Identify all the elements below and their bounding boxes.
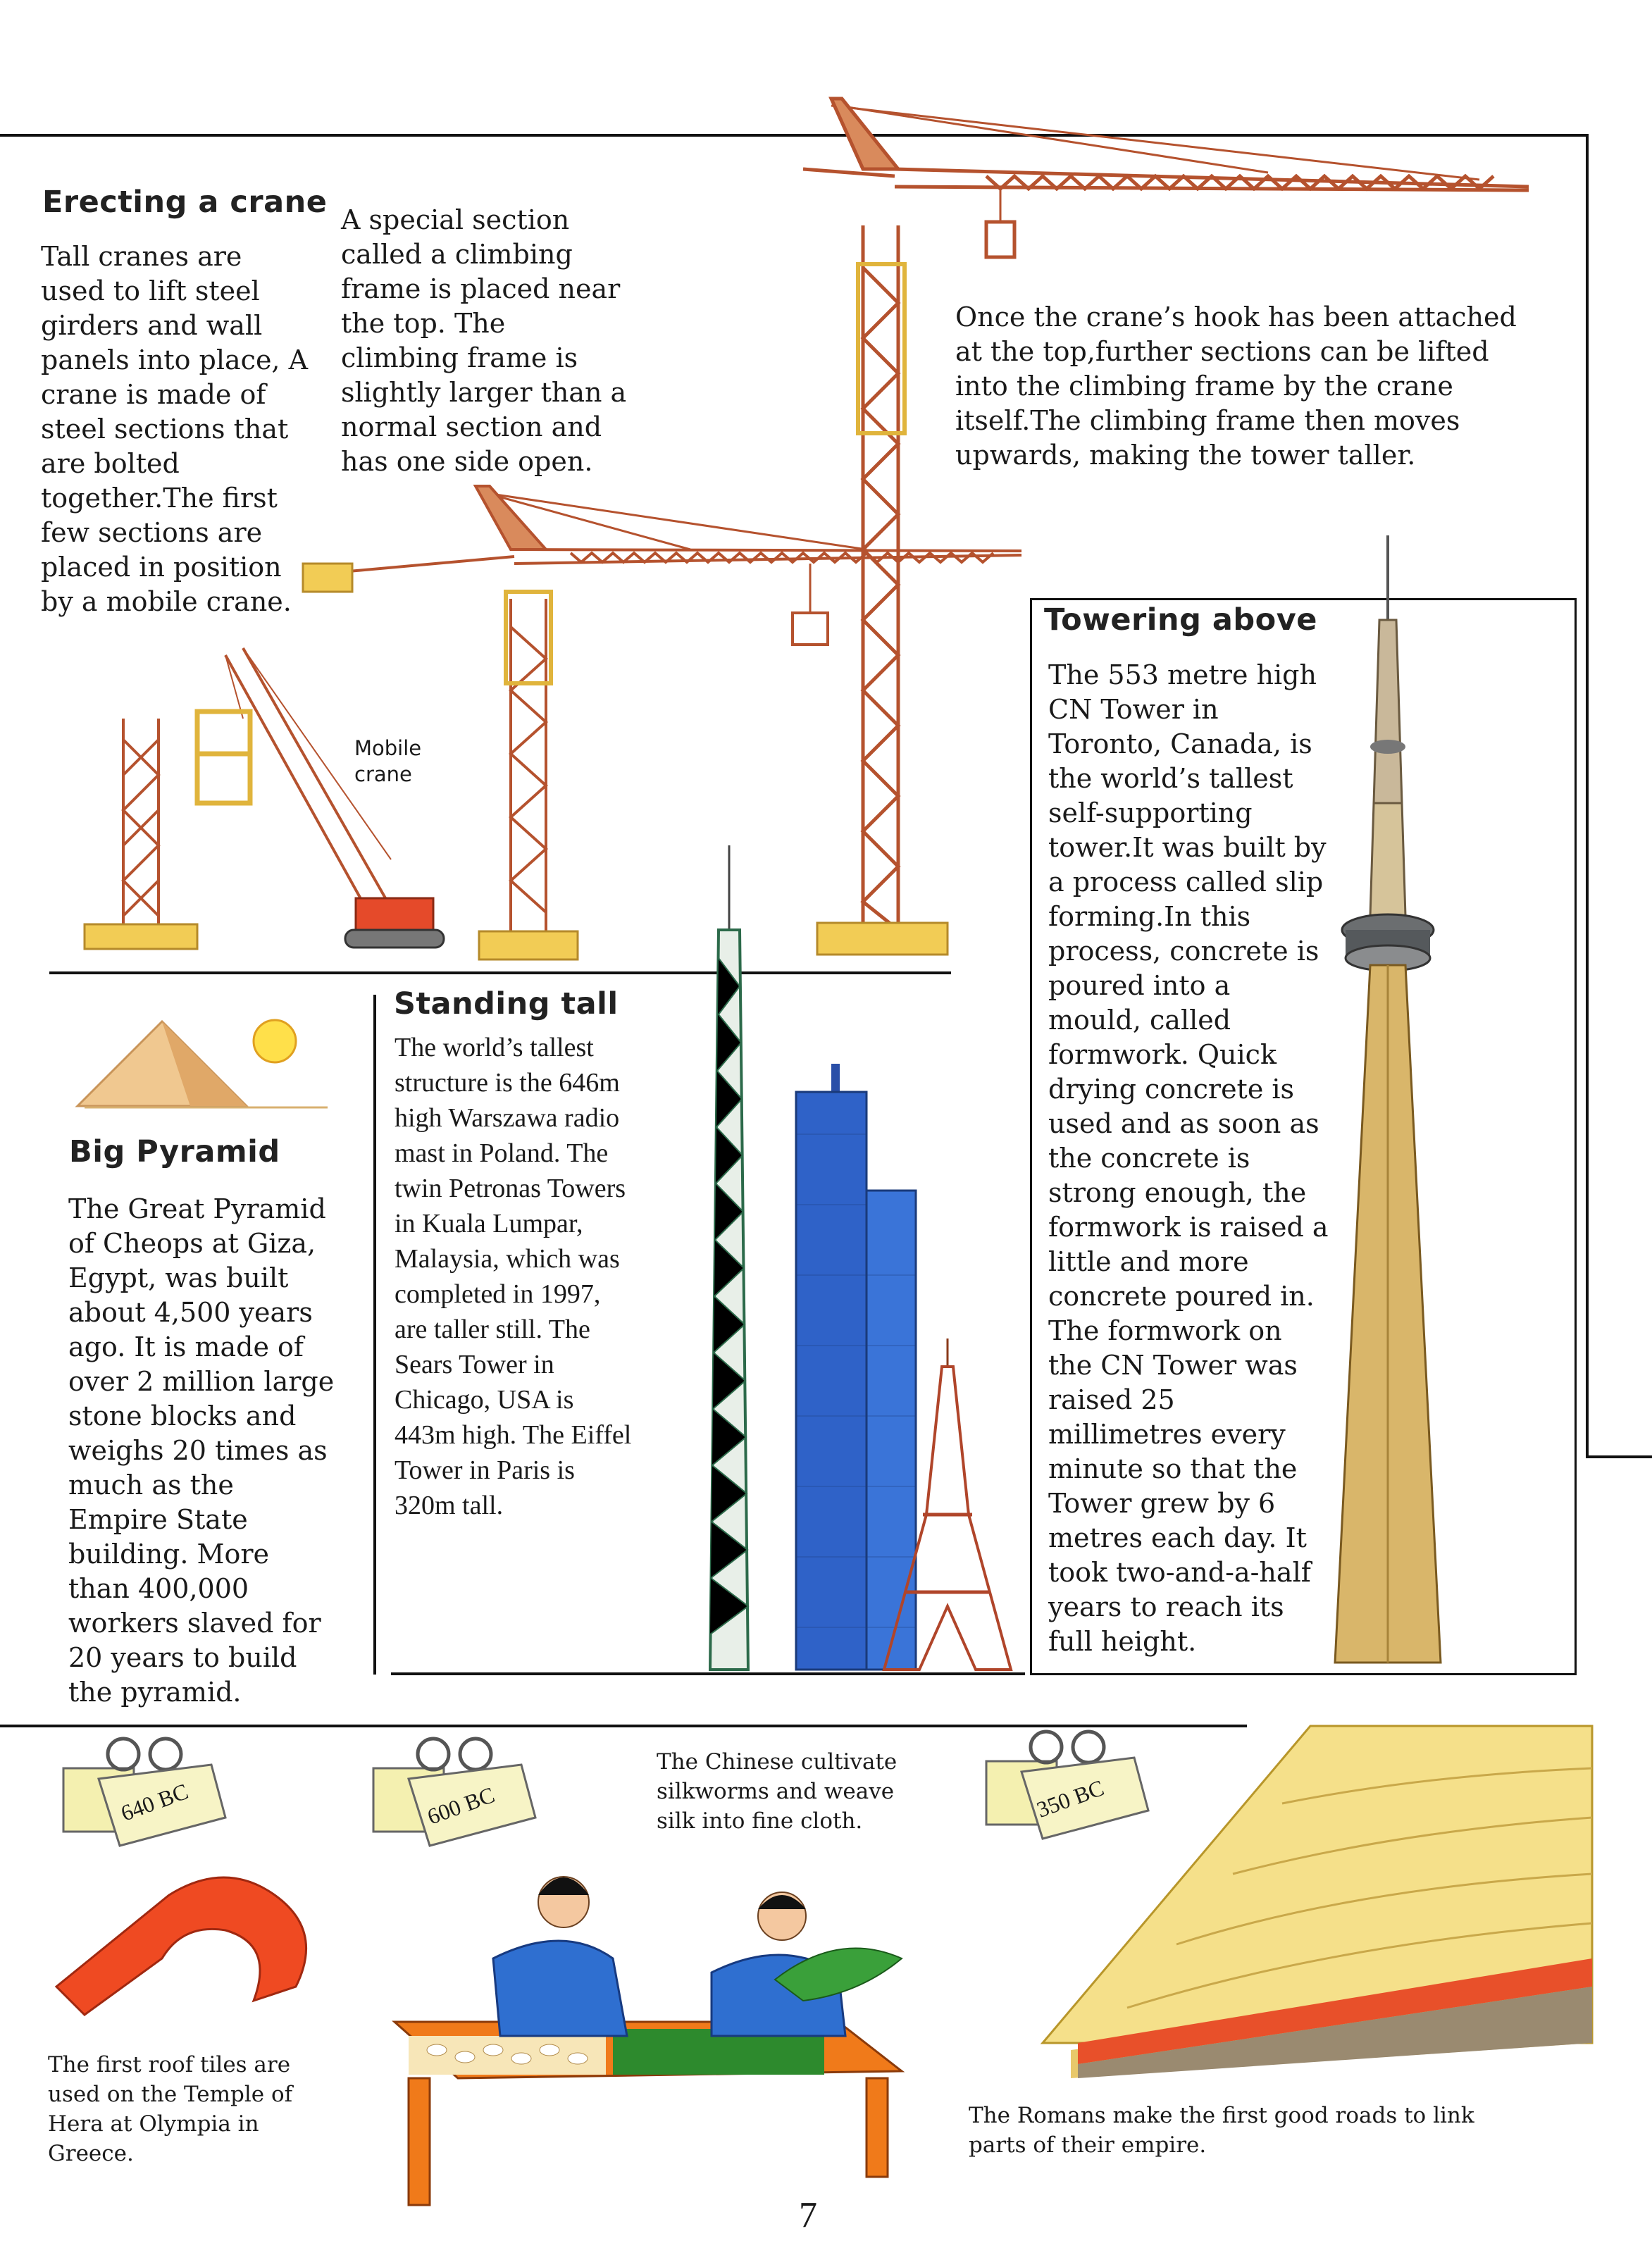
crane-intro-text: Tall cranes are used to lift steel girders and wall panels into place, A crane is made of steel sections that are bolted together.The first few sections are placed in position by a mobile crane.	[41, 241, 309, 617]
roman-road-illustration	[1014, 1712, 1592, 2078]
cn-tower-illustration	[1296, 535, 1479, 1670]
mobile-crane-body	[345, 898, 444, 948]
mobile-crane-label-line2: crane	[354, 762, 412, 786]
towering-heading: Towering above	[1044, 602, 1317, 638]
standing-heading: Standing tall	[394, 986, 619, 1021]
roof-tiles-caption: The first roof tiles are used on the Temple of Hera at Olympia in Greece.	[48, 2052, 293, 2166]
standing-left-line	[373, 995, 376, 1675]
mobile-crane-label-line1: Mobile	[354, 736, 422, 760]
hook-text: Once the crane’s hook has been attached at the top,further sections can be lifted into the climbing frame by the crane itself.The climbing frame then moves upwards, making the tower taller.	[955, 302, 1517, 471]
date-600bc: 600 BC	[423, 1782, 498, 1830]
mobile-crane-illustration	[77, 634, 472, 958]
climbing-frame-text: A special section called a climbing frame is placed near the top. The climbing frame is slightly larger than a normal section and has one side open.	[341, 204, 627, 477]
radio-mast-illustration	[697, 845, 761, 1670]
roads-caption: The Romans make the first good roads to link parts of their empire.	[969, 2103, 1474, 2158]
eiffel-tower-illustration	[877, 1339, 1018, 1670]
pyramid-heading: Big Pyramid	[69, 1134, 280, 1169]
crane-heading: Erecting a crane	[42, 185, 328, 220]
crane-bottom-line	[49, 971, 951, 974]
standing-bottom-line	[391, 1672, 1025, 1675]
calendar-600bc	[366, 1726, 542, 1853]
date-350bc: 350 BC	[1033, 1775, 1107, 1822]
date-640bc: 640 BC	[117, 1778, 192, 1826]
right-frame-line	[1586, 134, 1589, 1458]
silk-caption: The Chinese cultivate silkworms and weave silk into fine cloth.	[657, 1749, 898, 1834]
towering-text: The 553 metre high CN Tower in Toronto, Canada, is the world’s tallest self-supporting tower.It was built by a process called slip forming.In this process, concrete is poured into a mould, called formwork. Quick drying concrete is used and as soon as the concrete is strong enough, the formwork is raised a little and more concrete poured in. The formwork on the CN Tower was raised 25 millimetres every minute so that the Tower grew by 6 metres each day. It took two-and-a-half years to reach its full height.	[1048, 659, 1329, 1657]
calendar-640bc	[56, 1726, 232, 1853]
bottom-right-tail	[1586, 1455, 1652, 1458]
roof-tile-illustration	[42, 1846, 359, 2022]
pyramid-text: The Great Pyramid of Cheops at Giza, Egypt, was built about 4,500 years ago. It is made of over 2 million large stone blocks and weighs 20 times as much as the Empire State building. More than 400,000 workers slaved for 20 years to build the pyramid.	[68, 1193, 335, 1708]
page-number: 7	[799, 2195, 817, 2235]
silk-workers-illustration	[380, 1839, 944, 2219]
standing-text: The world’s tallest structure is the 646m high Warszawa radio mast in Poland. The twin Petronas Towers in Kuala Lumpar, Malaysia, which was completed in 1997, are taller still. The Sears Tower in Chicago, USA is 443m high. The Eiffel Tower in Paris is 320m tall.	[395, 1033, 632, 1520]
pyramid-illustration	[77, 1007, 338, 1113]
